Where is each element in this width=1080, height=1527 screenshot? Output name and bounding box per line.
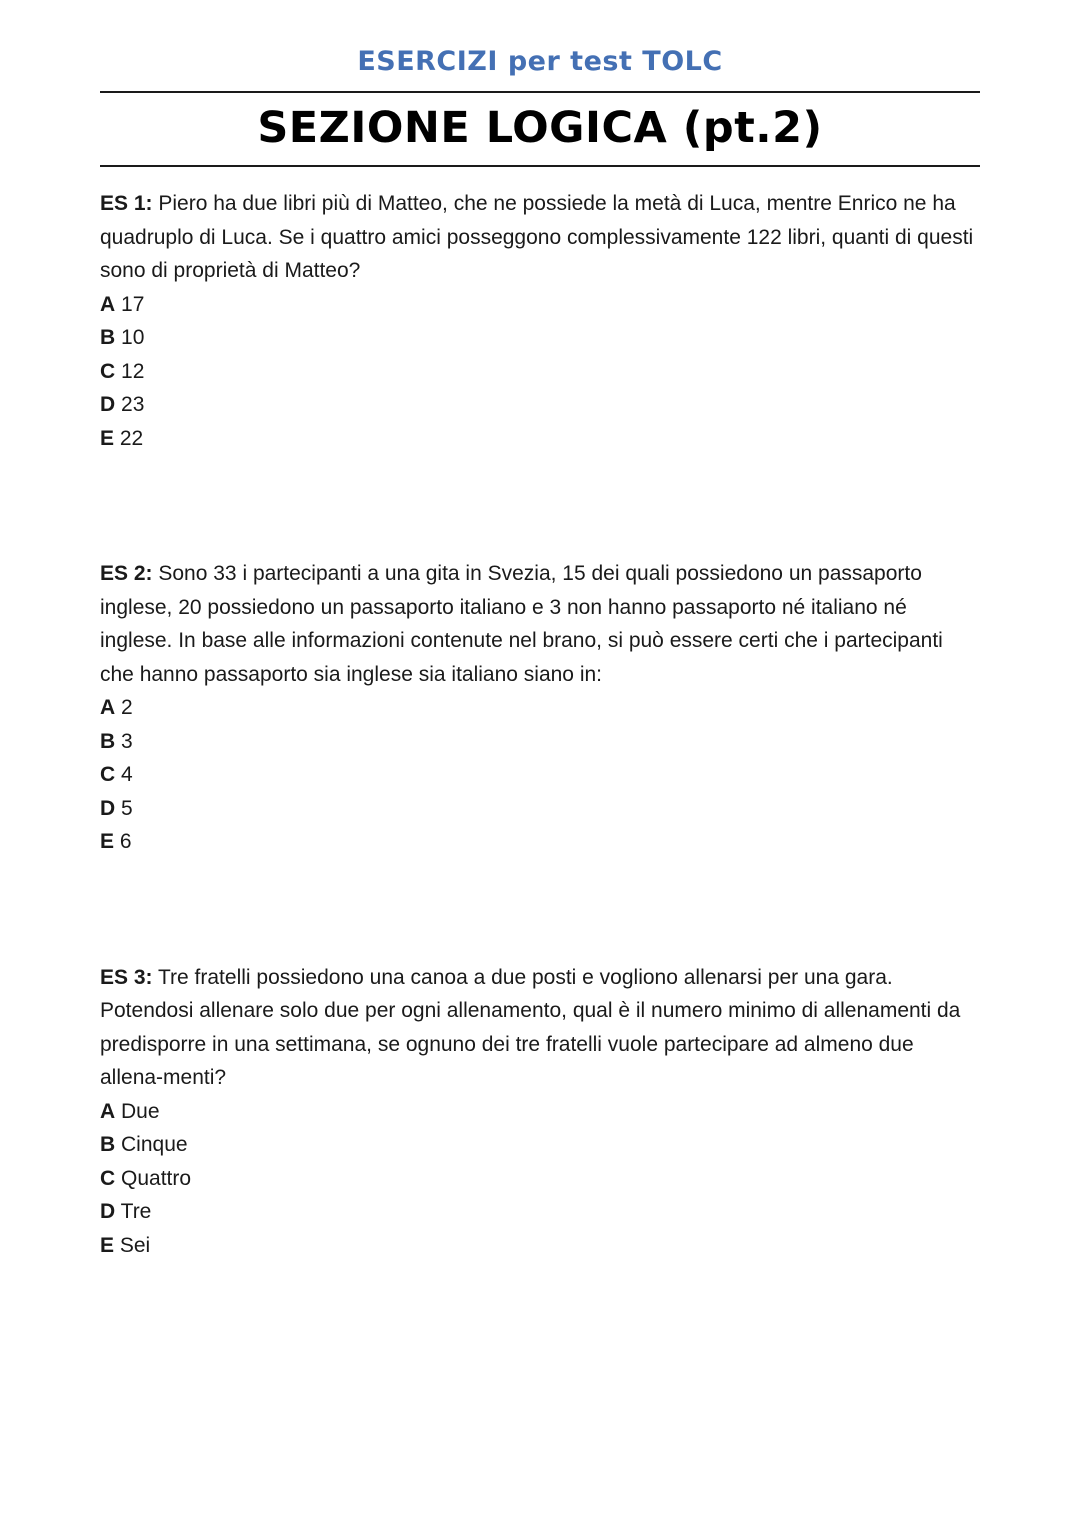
exercise-1-option-e [100,422,980,456]
exercise-2-option-c [100,758,980,792]
exercise-1 [100,187,980,455]
exercise-2 [100,557,980,859]
exercise-3-question-text: Tre fratelli possiedono una canoa a due posti e vogliono allenarsi per una gara. Potendosi allenare solo due per ogni allenamento, qual è il numero minimo di allenamenti da predisporre in una settimana, se ognuno dei tre fratelli vuole partecipare ad almeno due allena-menti? [100,965,961,1089]
exercise-2-question [100,557,980,691]
option-letter: D [100,393,116,416]
exercise-2-option-d [100,792,980,826]
option-letter: A [100,292,116,316]
exercise-3-question [100,961,980,1095]
page-title: SEZIONE LOGICA (pt.2) [257,103,823,153]
title-divider [100,165,980,167]
option-text: 17 [121,292,145,316]
option-text: Quattro [121,1166,192,1190]
exercise-3-option-e [100,1229,980,1263]
exercise-2-option-b [100,725,980,759]
exercises-content [100,187,980,1262]
exercise-2-label: ES 2: [100,562,153,585]
option-letter: B [100,326,116,349]
option-letter: A [100,696,116,719]
option-text: 4 [121,763,133,786]
option-text: 2 [121,696,133,719]
header-divider [100,91,980,93]
option-text: 5 [121,796,133,820]
option-letter: A [100,1099,116,1123]
exercise-3 [100,961,980,1263]
option-letter: E [100,1233,115,1257]
option-text: 23 [121,393,145,416]
option-letter: D [100,796,116,820]
option-letter: C [100,763,116,786]
document-header: ESERCIZI per test TOLC [357,46,723,77]
exercise-2-option-e [100,825,980,859]
option-letter: C [100,359,116,383]
exercise-1-label: ES 1: [100,192,153,215]
exercise-3-option-b [100,1128,980,1162]
exercise-1-options [100,288,980,456]
option-letter: D [100,1200,116,1223]
exercise-3-option-d [100,1195,980,1229]
exercise-1-question-text: Piero ha due libri più di Matteo, che ne possiede la metà di Luca, mentre Enrico ne ha quadruplo di Luca. Se i quattro amici posseggono complessivamente 122 libri, quanti di questi sono di proprietà di Matteo? [100,192,974,282]
option-text: Cinque [121,1133,188,1156]
option-letter: C [100,1166,116,1190]
option-text: Due [121,1099,160,1123]
exercise-3-label: ES 3: [100,965,153,989]
option-text: 12 [121,359,145,383]
exercise-1-option-d [100,388,980,422]
option-letter: B [100,729,116,753]
exercise-1-option-b [100,321,980,355]
option-letter: E [100,426,115,450]
option-text: 22 [119,426,144,450]
exercise-3-options [100,1095,980,1263]
exercise-2-option-a [100,691,980,725]
exercise-1-question [100,187,980,288]
exercise-3-option-c [100,1162,980,1196]
option-text: 10 [121,326,145,349]
exercise-2-options [100,691,980,859]
exercise-1-option-c [100,355,980,389]
option-text: Tre [120,1200,152,1223]
exercise-2-question-text: Sono 33 i partecipanti a una gita in Svezia, 15 dei quali possiedono un passaporto inglese, 20 possiedono un passaporto italiano e 3 non hanno passaporto né italiano né inglese. In base alle informazioni contenute nel brano, si può essere certi che i partecipanti che hanno passaporto sia inglese sia italiano siano in: [100,562,943,686]
exercise-1-option-a [100,288,980,322]
option-text: 3 [121,729,133,753]
exercise-3-option-a [100,1095,980,1129]
option-letter: B [100,1133,116,1156]
option-text: Sei [119,1233,151,1257]
option-text: 6 [119,830,132,853]
option-letter: E [100,830,115,853]
